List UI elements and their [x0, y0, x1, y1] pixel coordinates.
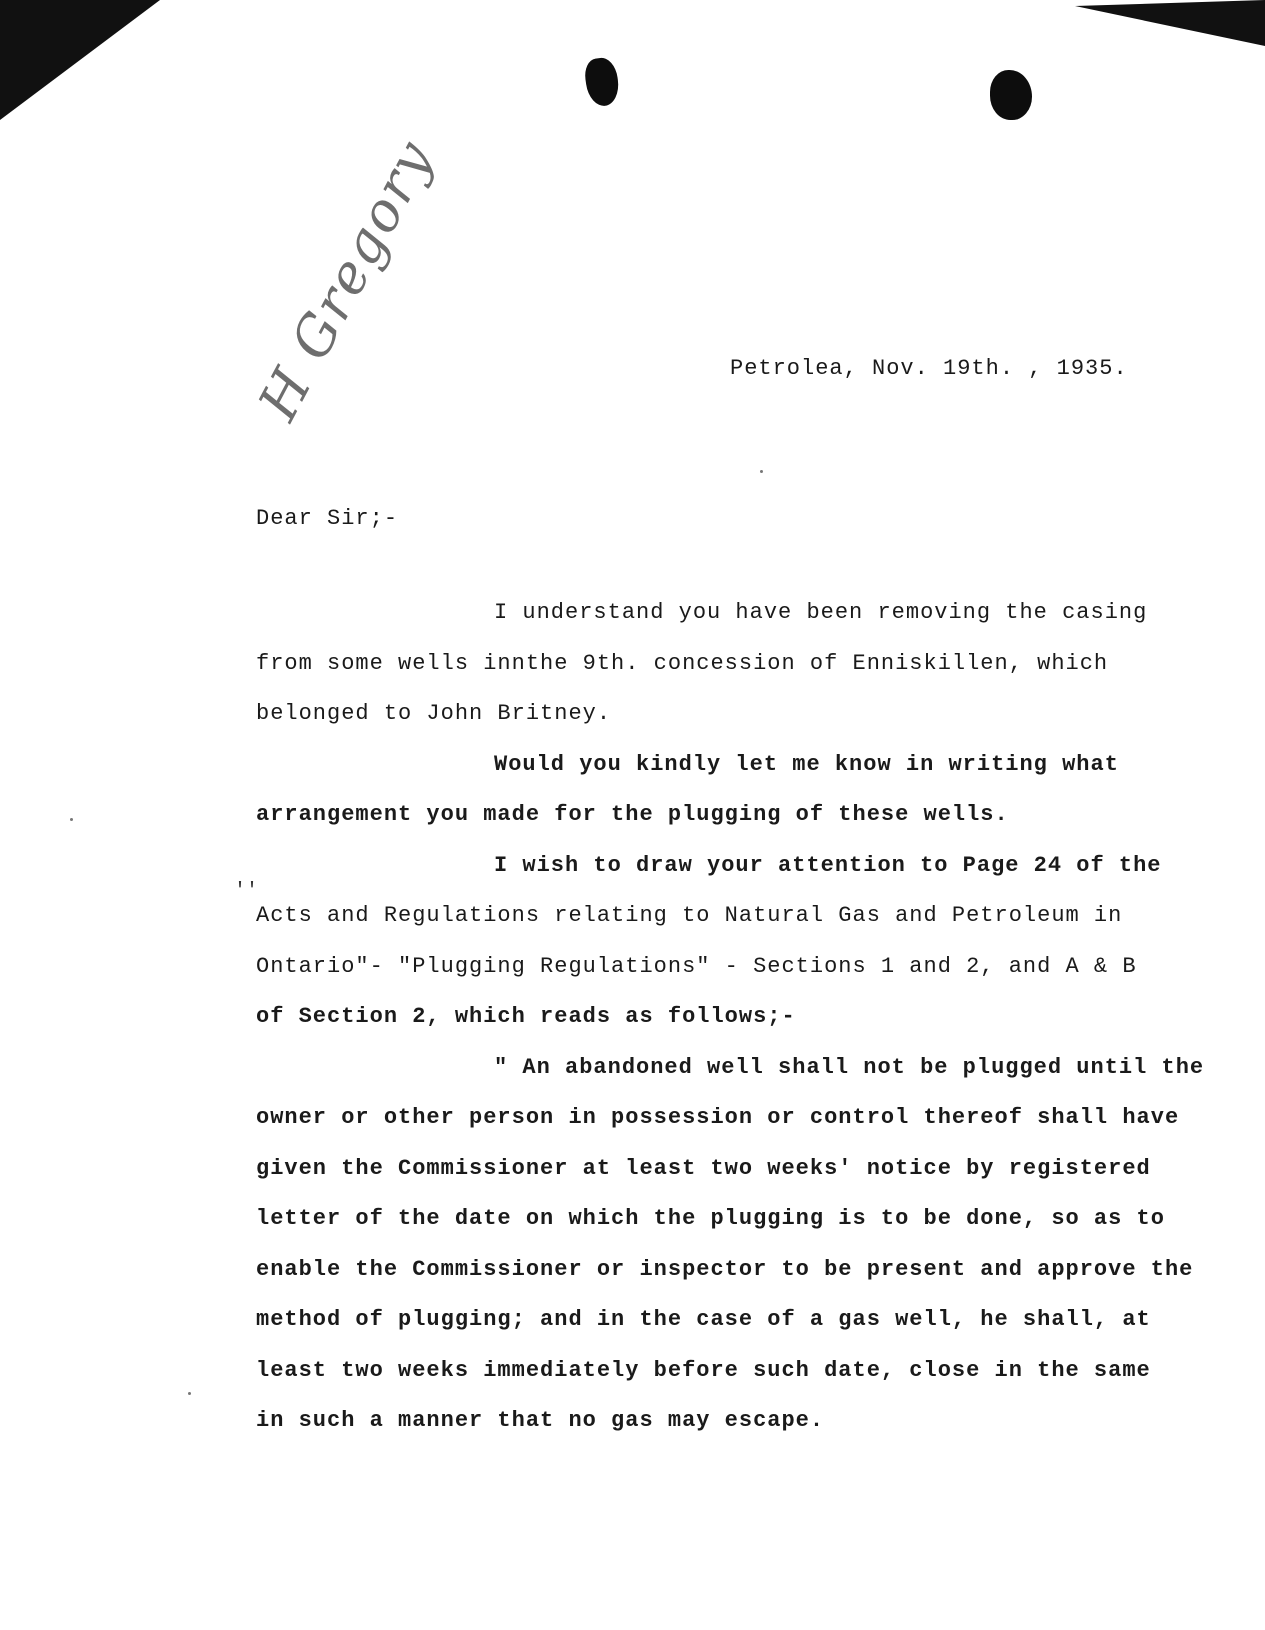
punch-hole: [583, 56, 621, 108]
body-line: from some wells innthe 9th. concession of Enniskillen, which: [256, 650, 1109, 676]
body-line: in such a manner that no gas may escape.: [256, 1408, 825, 1433]
body-line: letter of the date on which the plugging is to be done, so as to: [256, 1206, 1165, 1231]
body-line: given the Commissioner at least two weeks' notice by registered: [256, 1155, 1151, 1181]
body-line: Acts and Regulations relating to Natural Gas and Petroleum in: [256, 903, 1123, 928]
body-line: arrangement you made for the plugging of these wells.: [256, 802, 1009, 827]
margin-mark: ′′: [234, 880, 259, 903]
paper-speck: [188, 1392, 191, 1395]
corner-fold-top-left: [0, 0, 160, 120]
dateline: Petrolea, Nov. 19th. , 1935.: [730, 356, 1128, 381]
salutation: Dear Sir;-: [256, 506, 399, 531]
body-line: I understand you have been removing the casing: [494, 600, 1148, 625]
paper-speck: [760, 470, 763, 473]
body-line: " An abandoned well shall not be plugged until the: [494, 1054, 1205, 1080]
letter-body: [256, 588, 1246, 1447]
body-line: method of plugging; and in the case of a gas well, he shall, at: [256, 1307, 1151, 1332]
body-line: least two weeks immediately before such date, close in the same: [256, 1357, 1151, 1383]
handwritten-note: H Gregory: [246, 129, 446, 431]
corner-fold-top-right: [1075, 0, 1265, 60]
body-line: I wish to draw your attention to Page 24 of the: [494, 852, 1162, 878]
body-line: owner or other person in possession or control thereof shall have: [256, 1105, 1180, 1130]
body-line: Would you kindly let me know in writing what: [494, 751, 1119, 777]
punch-hole: [990, 70, 1032, 120]
body-line: of Section 2, which reads as follows;-: [256, 1004, 796, 1029]
paper-speck: [70, 818, 73, 821]
body-line: belonged to John Britney.: [256, 701, 612, 726]
body-line: enable the Commissioner or inspector to be present and approve the: [256, 1256, 1194, 1282]
body-line: Ontario"- "Plugging Regulations" - Sections 1 and 2, and A & B: [256, 953, 1137, 979]
